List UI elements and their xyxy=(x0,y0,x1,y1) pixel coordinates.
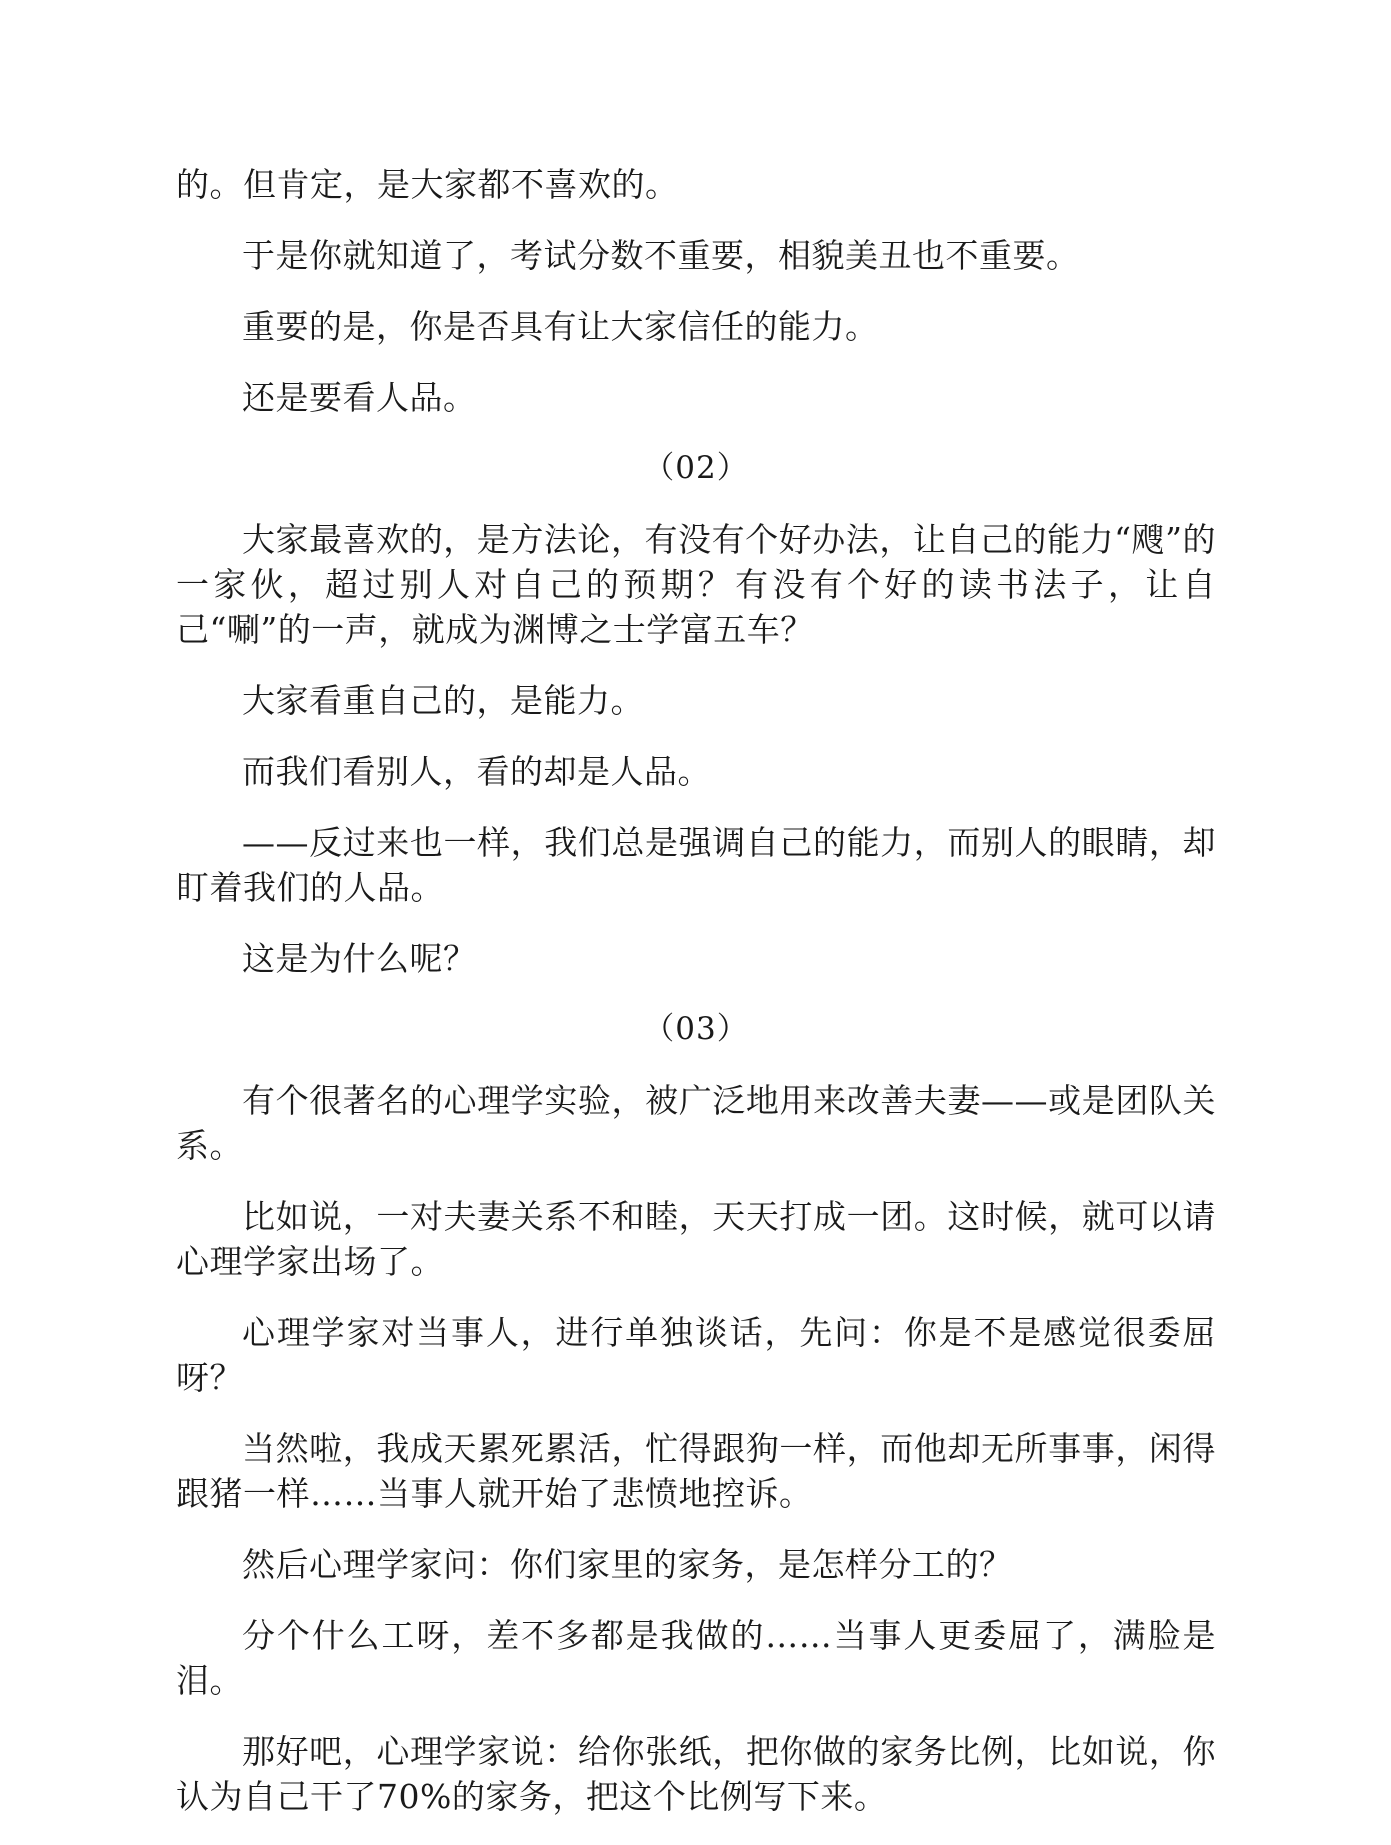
paragraph: 重要的是，你是否具有让大家信任的能力。 xyxy=(242,307,879,346)
document-page xyxy=(176,162,1216,1845)
paragraph: 有个很著名的心理学实验，被广泛地用来改善夫妻——或是团队关系。 xyxy=(176,1081,1216,1165)
paragraph: 那好吧，心理学家说：给你张纸，把你做的家务比例，比如说，你认为自己干了70%的家务，把这个比例写下来。 xyxy=(176,1732,1216,1816)
paragraph: 比如说，一对夫妻关系不和睦，天天打成一团。这时候，就可以请心理学家出场了。 xyxy=(176,1197,1216,1281)
paragraph: 于是你就知道了，考试分数不重要，相貌美丑也不重要。 xyxy=(242,236,1080,275)
section-heading: （02） xyxy=(643,450,749,486)
paragraph: 的。但肯定，是大家都不喜欢的。 xyxy=(176,165,679,204)
paragraph: 分个什么工呀，差不多都是我做的……当事人更委屈了，满脸是泪。 xyxy=(176,1616,1216,1700)
paragraph: 大家最喜欢的，是方法论，有没有个好办法，让自己的能力“飕”的一家伙，超过别人对自己的预期？有没有个好的读书法子，让自己“唰”的一声，就成为渊博之士学富五车？ xyxy=(176,520,1216,649)
paragraph: 然后心理学家问：你们家里的家务，是怎样分工的？ xyxy=(242,1545,1013,1584)
paragraph: ——反过来也一样，我们总是强调自己的能力，而别人的眼睛，却盯着我们的人品。 xyxy=(176,823,1216,907)
paragraph: 这是为什么呢？ xyxy=(242,939,477,978)
paragraph: 还是要看人品。 xyxy=(242,378,477,417)
paragraph: 而我们看别人，看的却是人品。 xyxy=(242,752,711,791)
section-heading: （03） xyxy=(643,1011,749,1047)
paragraph: 心理学家对当事人，进行单独谈话，先问：你是不是感觉很委屈呀？ xyxy=(176,1313,1216,1397)
paragraph: 当然啦，我成天累死累活，忙得跟狗一样，而他却无所事事，闲得跟猪一样……当事人就开始了悲愤地控诉。 xyxy=(176,1429,1216,1513)
paragraph: 大家看重自己的，是能力。 xyxy=(242,681,644,720)
